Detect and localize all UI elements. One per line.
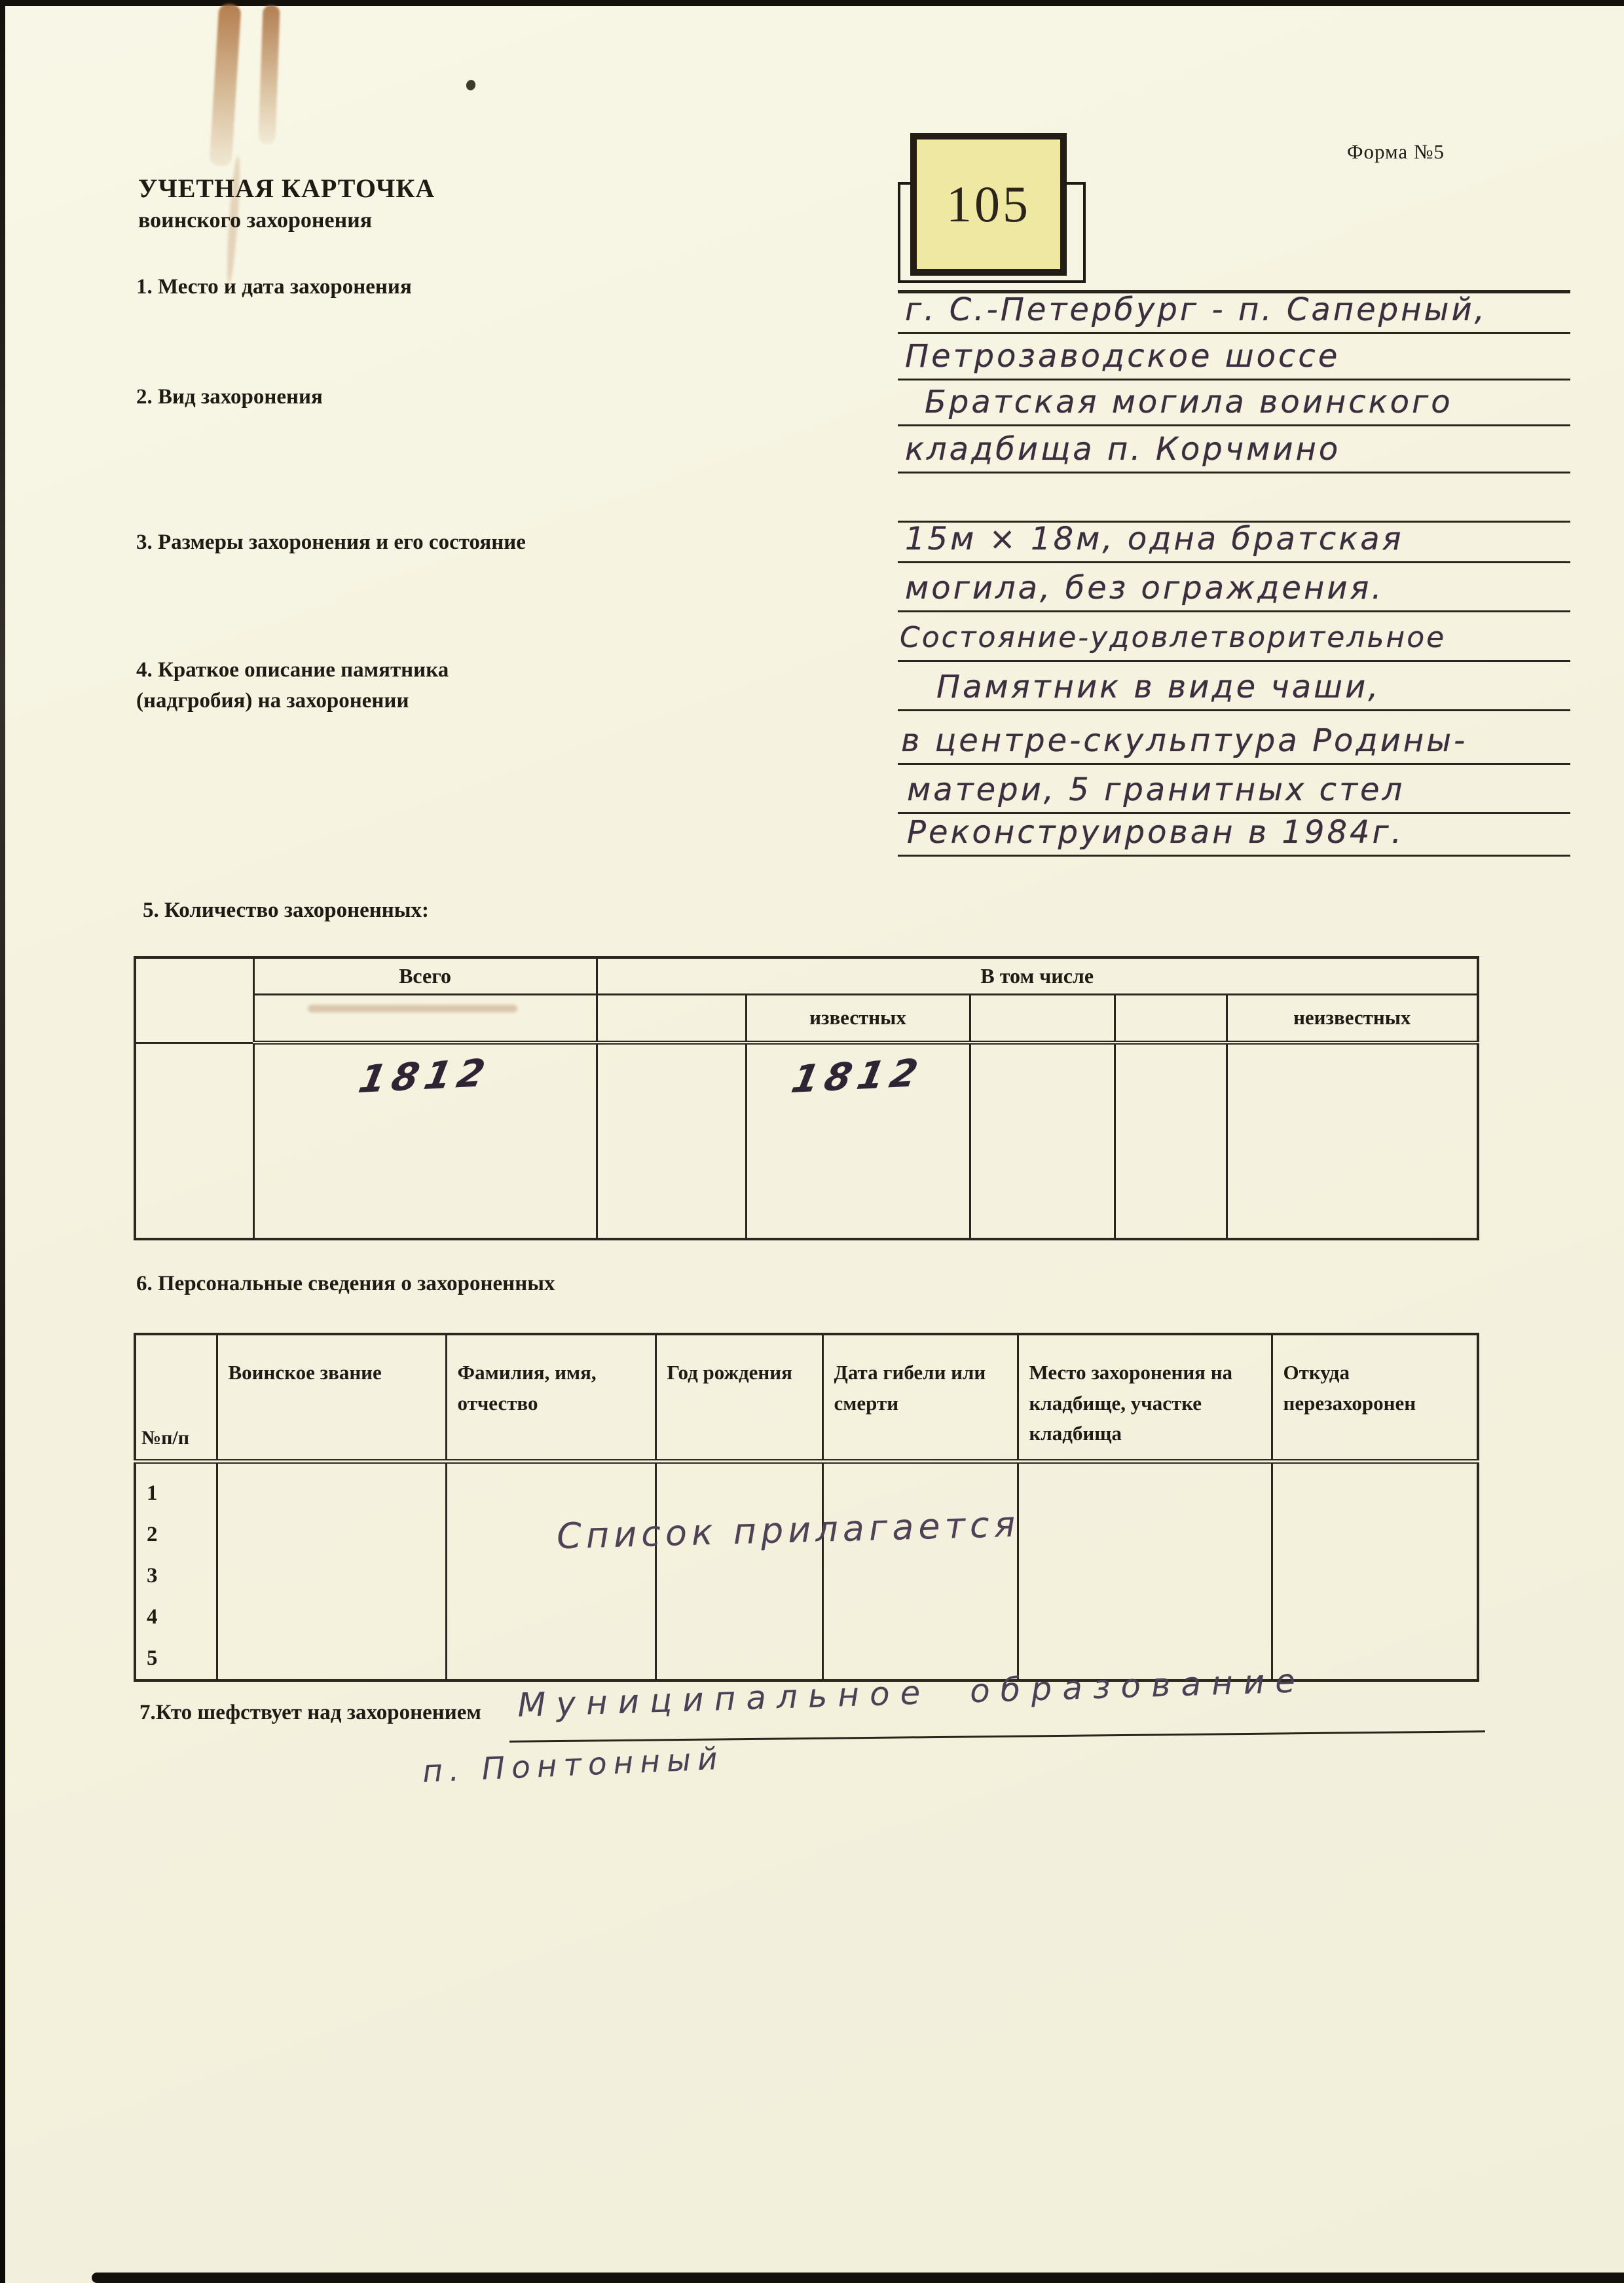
handwriting-size-line3: Состояние-удовлетворительное	[900, 621, 1447, 654]
handwriting-monument-line1: Памятник в виде чаши,	[936, 669, 1381, 705]
table-cell-empty	[1227, 1043, 1478, 1239]
table-cell-empty	[597, 994, 746, 1043]
section-heading-personal-data: 6. Персональные сведения о захороненных	[136, 1272, 555, 1295]
total-count-value: 1812	[355, 1050, 495, 1102]
row-number: 2	[147, 1522, 158, 1546]
ruled-line	[898, 763, 1570, 765]
patron-underline	[509, 1730, 1485, 1743]
table-cell-empty	[822, 1461, 1018, 1680]
row-numbers-cell	[135, 1461, 217, 1680]
table-cell-empty	[446, 1461, 655, 1680]
ruled-line	[898, 424, 1570, 426]
table-cell-empty	[1115, 994, 1227, 1043]
scan-edge-bottom	[92, 2273, 1624, 2283]
col-header-known: известных	[746, 994, 970, 1043]
section-heading-count: 5. Количество захороненных:	[143, 899, 430, 922]
handwriting-patron-line1: Муниципальное образование	[517, 1661, 1306, 1724]
ruled-line	[898, 660, 1570, 662]
handwriting-place-line2: Петрозаводское шоссе	[905, 338, 1340, 375]
col-header-full-name: Фамилия, имя, отчество	[446, 1334, 655, 1461]
stain-streak-2	[258, 5, 280, 145]
ink-dot	[465, 79, 477, 91]
handwriting-type-line2: кладбища п. Корчмино	[905, 431, 1341, 468]
card-number: 105	[946, 176, 1031, 232]
col-header-death-date: Дата гибели или смерти	[822, 1334, 1018, 1461]
card-number-plate	[910, 133, 1067, 276]
row-numbers-list	[136, 1464, 216, 1679]
ruled-line	[898, 379, 1570, 380]
ruled-line	[898, 472, 1570, 473]
field-label-monument-description	[136, 655, 595, 716]
field-label-monument-line2: (надгробия) на захоронении	[136, 689, 409, 713]
col-header-birth-year: Год рождения	[655, 1334, 822, 1461]
field-label-place-date: 1. Место и дата захоронения	[136, 275, 412, 299]
table-cell-empty	[970, 994, 1115, 1043]
handwriting-type-line1: Братская могила воинского	[925, 384, 1453, 420]
col-header-including: В том числе	[597, 957, 1478, 994]
handwriting-place-line1: г. С.-Петербург - п. Саперный,	[905, 291, 1487, 328]
table-cell-empty	[1115, 1043, 1227, 1239]
table-cell-empty	[597, 1043, 746, 1239]
ruled-line	[898, 332, 1570, 334]
col-header-unknown: неизвестных	[1227, 994, 1478, 1043]
document-title: УЧЕТНАЯ КАРТОЧКА	[138, 174, 435, 203]
handwriting-list-attached-note: Список прилагается	[556, 1503, 1020, 1557]
row-number: 5	[147, 1646, 158, 1670]
table-cell-empty	[655, 1461, 822, 1680]
table-cell-empty	[970, 1043, 1115, 1239]
handwriting-size-line2: могила, без ограждения.	[905, 570, 1384, 606]
ruled-line	[898, 610, 1570, 612]
known-count-cell	[746, 1043, 970, 1239]
scan-edge-left	[0, 0, 5, 2283]
handwriting-monument-line3: матери, 5 гранитных стел	[907, 771, 1405, 808]
field-label-monument-line1: 4. Краткое описание памятника	[136, 658, 449, 682]
ruled-line	[898, 709, 1570, 711]
document-subtitle: воинского захоронения	[138, 208, 373, 232]
handwriting-size-line1: 15м × 18м, одна братская	[905, 521, 1404, 557]
burial-count-table	[134, 956, 1479, 1240]
total-count-cell	[253, 1043, 597, 1239]
table-cell-empty	[135, 1043, 253, 1239]
handwriting-monument-line2: в центре-скульптура Родины-	[901, 722, 1468, 759]
table-cell-empty	[253, 994, 597, 1043]
row-number: 3	[147, 1563, 158, 1587]
ruled-line	[898, 855, 1570, 857]
col-header-row-number: №п/п	[135, 1334, 217, 1461]
personal-data-table	[134, 1333, 1479, 1682]
scan-edge-top	[0, 0, 1624, 6]
field-label-burial-type: 2. Вид захоронения	[136, 385, 323, 409]
col-header-burial-place: Место захоронения на кладбище, участке кладбища	[1018, 1334, 1272, 1461]
table-cell-empty	[135, 957, 253, 1043]
form-number-label: Форма №5	[1347, 140, 1445, 163]
table-cell-empty	[1272, 1461, 1478, 1680]
table-cell-empty	[217, 1461, 446, 1680]
row-number: 1	[147, 1481, 158, 1505]
row-number: 4	[147, 1605, 158, 1629]
col-header-military-rank: Воинское звание	[217, 1334, 446, 1461]
col-header-reburied-from: Откуда перезахоронен	[1272, 1334, 1478, 1461]
field-label-patron: 7.Кто шефствует над захоронением	[139, 1701, 481, 1724]
stain-streak-1	[209, 3, 241, 167]
ruled-line	[898, 561, 1570, 563]
handwriting-patron-line2: п. Понтонный	[422, 1740, 725, 1791]
handwriting-monument-line4: Реконструирован в 1984г.	[907, 814, 1404, 851]
known-count-value: 1812	[788, 1050, 928, 1102]
table-cell-empty	[1018, 1461, 1272, 1680]
field-label-size-condition: 3. Размеры захоронения и его состояние	[136, 530, 526, 554]
col-header-total: Всего	[253, 957, 597, 994]
